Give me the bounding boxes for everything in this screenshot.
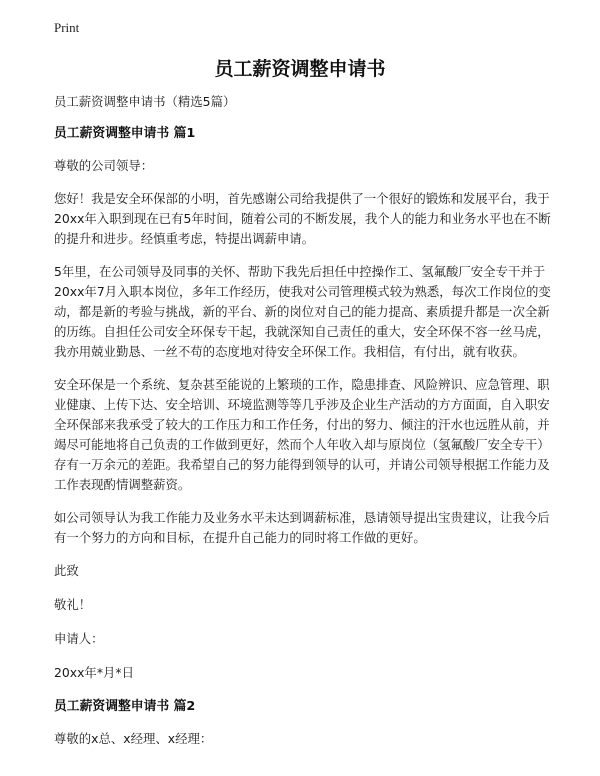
- section-heading-1: 员工薪资调整申请书 篇1: [54, 126, 196, 141]
- print-link[interactable]: Print: [54, 20, 80, 35]
- body-paragraph: 如公司领导认为我工作能力及业务水平未达到调薪标准，恳请领导提出宝贵建议，让我今后有一个努力的方向和目标，在提升自己能力的同时将工作做的更好。: [54, 510, 550, 545]
- closing-line: 此致: [54, 563, 79, 578]
- document-subtitle: 员工薪资调整申请书（精选5篇）: [54, 94, 236, 109]
- body-paragraph: 您好！我是安全环保部的小明，首先感谢公司给我提供了一个很好的锻炼和发展平台，我于20xx年入职到现在已有5年时间，随着公司的不断发展，我个人的能力和业务水平也在不断的提升和进步。经慎重考虑，特提出调薪申请。: [54, 191, 551, 246]
- salutation-2: 尊敬的x总、x经理、x经理：: [54, 731, 213, 746]
- salutation-1: 尊敬的公司领导：: [54, 158, 154, 173]
- date-line: 20xx年*月*日: [54, 665, 134, 680]
- document-body: [54, 92, 554, 762]
- closing-salute: 敬礼！: [54, 597, 92, 612]
- body-paragraph: 5年里，在公司领导及同事的关怀、帮助下我先后担任中控操作工、氢氟酸厂安全专干并于20xx年7月入职本岗位，多年工作经历，使我对公司管理模式较为熟悉，每次工作岗位的变动，都是新的考验与挑战，新的平台、新的岗位对自己的能力提高、素质提升都是一次全新的历练。自担任公司安全环保专干起，我就深知自己责任的重大，安全环保不容一丝马虎，我亦用兢业勤恳、一丝不苟的态度地对待安全环保工作。我相信，有付出，就有收获。: [54, 264, 551, 359]
- body-paragraph: 安全环保是一个系统、复杂甚至能说的上繁琐的工作，隐患排查、风险辨识、应急管理、职业健康、上传下达、安全培训、环境监测等等几乎涉及企业生产活动的方方面面，自入职安全环保部来我承受了较大的工作压力和工作任务，付出的努力、倾注的汗水也远胜从前，并竭尽可能地将自己负责的工作做到更好，然而个人年收入却与原岗位（氢氟酸厂安全专干）存有一万余元的差距。我希望自己的努力能得到领导的认可，并请公司领导根据工作能力及工作表现酌情调整薪资。: [54, 377, 550, 492]
- section-heading-2: 员工薪资调整申请书 篇2: [54, 699, 196, 714]
- page-title: 员工薪资调整申请书: [214, 58, 386, 80]
- applicant-label: 申请人：: [54, 631, 104, 646]
